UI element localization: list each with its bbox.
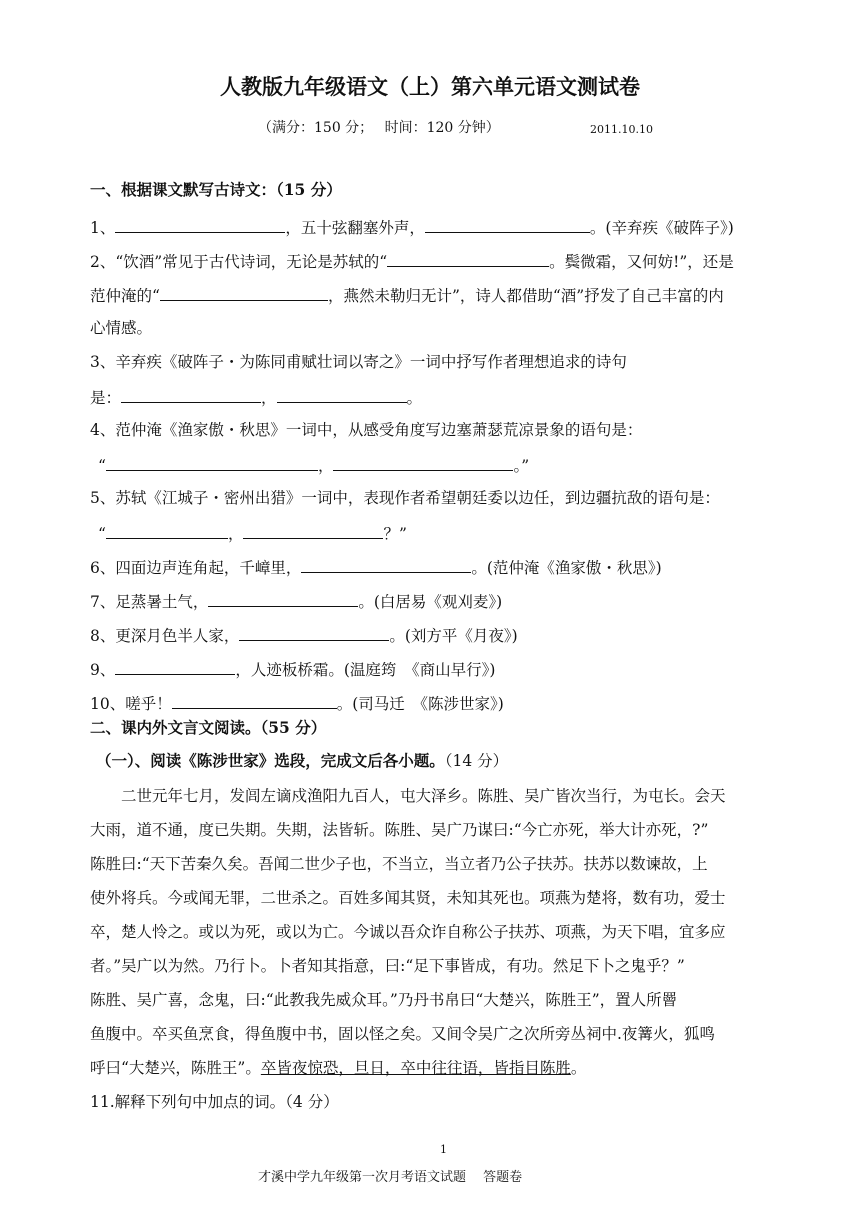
exam-info: （满分：150 分； 时间：120 分钟） [258, 120, 500, 136]
question-9: 9、 ，人迹板桥霜。(温庭筠 《商山早行》) [90, 658, 495, 680]
question-6: 6、四面边声连角起，千嶂里， 。(范仲淹《渔家傲・秋思》) [90, 556, 662, 578]
passage-last-line: 呼曰“大楚兴，陈胜王”。卒皆夜惊恐，旦日，卒中往往语，皆指目陈胜。 [90, 1059, 587, 1077]
exam-date: 2011.10.10 [590, 123, 653, 136]
document-title: 人教版九年级语文（上）第六单元语文测试卷 [220, 74, 640, 99]
answer-blank[interactable] [121, 386, 261, 403]
passage-line: 大雨，道不通，度已失期。失期，法皆斩。陈胜、吴广乃谋曰:“今亡亦死，举大计亦死，?” [90, 821, 709, 839]
passage-line: 陈胜曰:“天下苦秦久矣。吾闻二世少子也，不当立，当立者乃公子扶苏。扶苏以数谏故，上 [90, 855, 708, 873]
question-7: 7、足蒸暑土气， 。(白居易《观刈麦》) [90, 590, 502, 612]
answer-blank[interactable] [333, 454, 513, 471]
question-2-line3: 心情感。 [90, 319, 153, 337]
section1-heading: 一、根据课文默写古诗文：（15 分） [90, 180, 342, 199]
passage-line: 使外将兵。今或闻无罪，二世杀之。百姓多闻其贤，未知其死也。项燕为楚将，数有功，爱士 [90, 889, 726, 907]
question-5-answer: “ ， ？” [98, 522, 407, 544]
page-number: 1 [440, 1143, 447, 1156]
answer-blank[interactable] [301, 556, 471, 573]
question-8: 8、更深月色半人家， 。(刘方平《月夜》) [90, 624, 518, 646]
answer-blank[interactable] [172, 692, 337, 709]
passage-line: 者。”吴广以为然。乃行卜。卜者知其指意，曰:“足下事皆成，有功。然足下卜之鬼乎？” [90, 957, 685, 975]
answer-blank[interactable] [160, 284, 328, 301]
answer-blank[interactable] [115, 658, 235, 675]
answer-blank[interactable] [425, 216, 590, 233]
answer-blank[interactable] [106, 522, 228, 539]
answer-blank[interactable] [243, 522, 383, 539]
question-3: 3、辛弃疾《破阵子・为陈同甫赋壮词以寄之》一词中抒写作者理想追求的诗句 [90, 353, 627, 371]
underlined-sentence: 卒皆夜惊恐，旦日，卒中往往语，皆指目陈胜 [260, 1059, 571, 1077]
passage-line: 二世元年七月，发闾左谪戍渔阳九百人，屯大泽乡。陈胜、吴广皆次当行，为屯长。会天 [90, 787, 726, 805]
footer-text: 才溪中学九年级第一次月考语文试题 答题卷 [258, 1170, 523, 1185]
question-4-answer: “ ， 。” [98, 454, 529, 476]
answer-blank[interactable] [115, 216, 285, 233]
answer-blank[interactable] [387, 250, 549, 267]
answer-blank[interactable] [277, 386, 407, 403]
question-11: 11.解释下列句中加点的词。（4 分） [90, 1093, 339, 1111]
answer-blank[interactable] [106, 454, 318, 471]
question-1: 1、 ，五十弦翻塞外声， 。(辛弃疾《破阵子》) [90, 216, 734, 238]
passage-line: 卒，楚人怜之。或以为死，或以为亡。今诚以吾众诈自称公子扶苏、项燕，为天下唱，宜多应 [90, 923, 726, 941]
question-2-line2: 范仲淹的“ ，燕然未勒归无计”，诗人都借助“酒”抒发了自己丰富的内 [90, 284, 724, 306]
question-10: 10、嗟乎！ 。(司马迁 《陈涉世家》) [90, 692, 504, 714]
section2-heading: 二、课内外文言文阅读。（55 分） [90, 718, 327, 737]
question-3-answer: 是： ， 。 [90, 386, 422, 408]
question-4: 4、范仲淹《渔家傲・秋思》一词中，从感受角度写边塞萧瑟荒凉景象的语句是： [90, 421, 643, 439]
passage-line: 鱼腹中。卒买鱼烹食，得鱼腹中书，固以怪之矣。又间令吴广之次所旁丛祠中.夜篝火，狐鸣 [90, 1025, 715, 1043]
question-5: 5、苏轼《江城子・密州出猎》一词中，表现作者希望朝廷委以边任，到边疆抗敌的语句是： [90, 489, 720, 507]
subsection-heading: （一）、阅读《陈涉世家》选段，完成文后各小题。（14 分） [96, 751, 509, 770]
question-2: 2、“饮酒”常见于古代诗词，无论是苏轼的“ 。鬓微霜，又何妨!”，还是 [90, 250, 734, 272]
passage-line: 陈胜、吴广喜，念鬼，曰:“此教我先威众耳。”乃丹书帛曰“大楚兴，陈胜王”，置人所罾 [90, 991, 678, 1009]
answer-blank[interactable] [239, 624, 389, 641]
answer-blank[interactable] [208, 590, 358, 607]
